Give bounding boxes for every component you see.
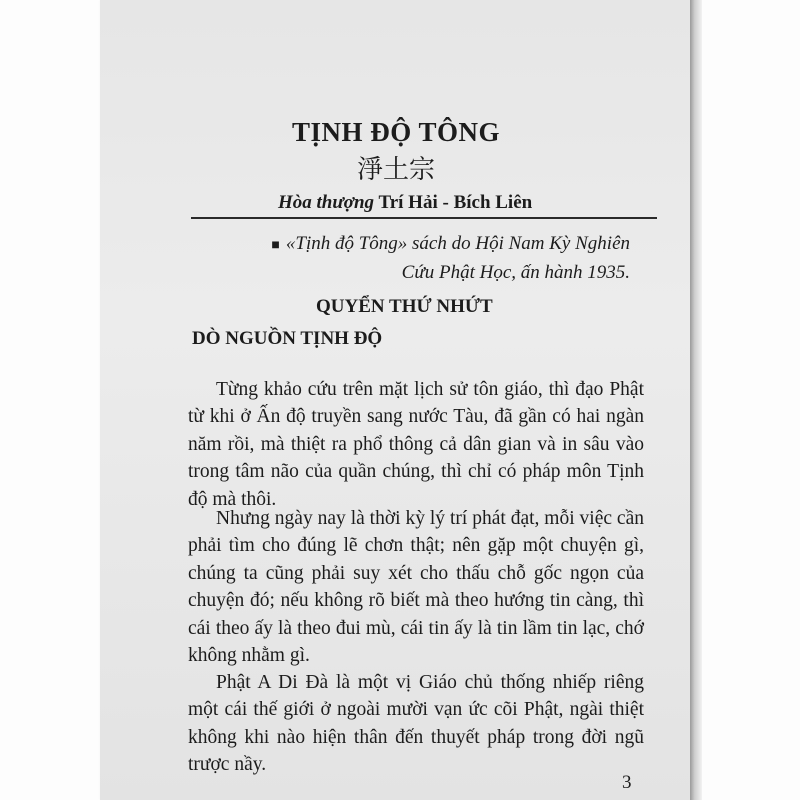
author-names: Trí Hải - Bích Liên [378,192,533,213]
title-divider [191,217,657,219]
chapter-title: TỊNH ĐỘ TÔNG [291,117,501,147]
section-heading: QUYỂN THỨ NHỨT [316,296,493,317]
page-stack-edge [690,0,702,800]
chapter-title-chinese: 淨土宗 [356,155,435,185]
author-byline [278,192,532,214]
book-page [100,0,692,800]
body-paragraph: Từng khảo cứu trên mặt lịch sử tôn giáo, thì đạo Phật từ khi ở Ấn độ truyền sang nước Tàu, đã gần có hai ngàn năm rồi, mà thiệt ra phổ thông cả dân gian và in sâu vào trong tâm não của quần chúng, thì chỉ có pháp môn Tịnh độ mà thôi. [188,378,644,510]
source-note-text: «Tịnh độ Tông» sách do Hội Nam Kỳ Nghiên Cứu Phật Học, ấn hành 1935. [285,233,630,283]
subsection-heading: DÒ NGUỒN TỊNH ĐỘ [192,328,383,349]
body-paragraph: Phật A Di Đà là một vị Giáo chủ thống nhiếp riêng một cái thế giới ở ngoài mười vạn ức cõi Phật, ngài thiệt không khi nào hiện thân đến thuyết pháp trong đời ngũ trược nầy. [188,671,644,775]
source-note [250,230,630,286]
page-number: 3 [622,772,632,793]
body-paragraph: Nhưng ngày nay là thời kỳ lý trí phát đạt, mỗi việc cần phải tìm cho đúng lẽ chơn thật; nên gặp một chuyện gì, chúng ta cũng phải suy xét cho thấu chỗ gốc ngọn của chuyện đó; nếu không rõ biết mà theo hướng tin càng, thì cái theo ấy là theo đui mù, cái tin ấy là tin lầm tin lạc, chớ không nhằm gì. [188,507,644,666]
square-bullet-icon: ■ [271,238,280,253]
author-honorific: Hòa thượng [278,192,375,213]
